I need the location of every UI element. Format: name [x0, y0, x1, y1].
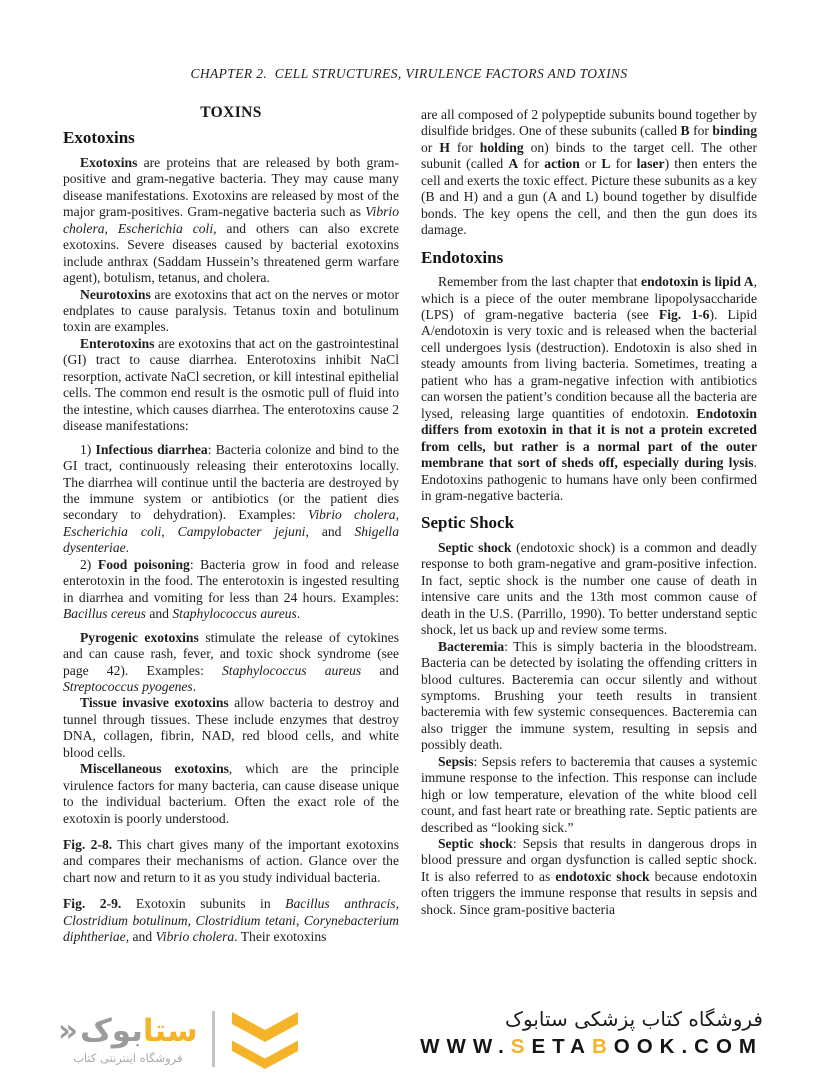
logo-caption: فروشگاه اینترنتی کتاب	[73, 1050, 183, 1065]
left-column	[63, 100, 399, 946]
para-septic-shock: Septic shock (endotoxic shock) is a common and deadly response to both gram-negative and gram-positive infection. In fact, septic shock is the number one cause of death in intensive care units and the 13th most common cause of death in the U.S. (Parrillo, 1990). To better understand septic shock, let us back up and review some terms.	[421, 539, 757, 638]
caption-fig-2-8: Fig. 2-8. This chart gives many of the important exotoxins and compares their mechanisms of action. Glance over the chart now and return to it as you study individual bacteria.	[63, 837, 399, 885]
url-part-ookcom: OOK.COM	[613, 1035, 763, 1058]
url-part-s: S	[510, 1035, 532, 1058]
list-item-infectious-diarrhea: 1) Infectious diarrhea: Bacteria colonize and bind to the GI tract, continuously releasing their enterotoxins locally. The diarrhea will continue until the bacteria are destroyed by the immune system or antibiotics (or the patient dies secondary to dehydration). Examples: Vibrio cholera, Escherichia coli, Campylobacter jejuni, and Shigella dysenteriae.	[63, 441, 399, 556]
logo-wordmark-gray: بوک	[80, 1012, 143, 1049]
chapter-header: CHAPTER 2. CELL STRUCTURES, VIRULENCE FACTORS AND TOXINS	[190, 66, 628, 81]
logo-text-stack	[58, 1014, 198, 1065]
logo-wordmark-gold: ستا	[142, 1012, 198, 1049]
logo-divider	[212, 1011, 215, 1067]
logo-arrow-icon: «	[58, 1012, 79, 1049]
logo-wordmark	[58, 1014, 198, 1048]
site-url	[420, 1035, 763, 1059]
url-part-b: B	[591, 1035, 614, 1058]
footer-site-info	[420, 1007, 763, 1059]
para-endotoxin-lipid-a: Remember from the last chapter that endotoxin is lipid A, which is a piece of the outer membrane lipopolysaccharide (LPS) of gram-negative bacteria (see Fig. 1-6). Lipid A/endotoxin is very toxic and is released when the bacterial cell undergoes lysis (destruction). Endotoxin is also shed in steady amounts from living bacteria. Sometimes, treating a patient who has a gram-negative infection with antibiotics can worsen the patient’s condition because all the bacteria are lysed, releasing large quantities of endotoxin. Endotoxin differs from exotoxin in that it is not a protein excreted from cells, but rather is a normal part of the outer membrane that sort of sheds off, especially during lysis. Endotoxins pathogenic to humans have only been confirmed in gram-negative bacteria.	[421, 274, 757, 503]
heading-endotoxins: Endotoxins	[421, 247, 504, 267]
para-pyrogenic-exotoxins: Pyrogenic exotoxins stimulate the release of cytokines and can cause rash, fever, and toxic shock syndrome (see page 42). Examples: Staphylococcus aureus and Streptococcus pyogenes.	[63, 629, 399, 694]
setabook-chevron-emblem-icon	[227, 1009, 303, 1069]
para-septic-shock-definition: Septic shock: Sepsis that results in dangerous drops in blood pressure and organ dysfunction is called septic shock. It is also referred to as endotoxic shock because endotoxin often triggers the immune response that results in sepsis and shock. Since gram-positive bacteria	[421, 836, 758, 917]
para-neurotoxins: Neurotoxins are exotoxins that act on the nerves or motor endplates to cause paralysis. Tetanus toxin and botulinum toxin are examples.	[63, 286, 399, 335]
url-part-eta: ETA	[531, 1035, 592, 1058]
para-exotoxins: Exotoxins are proteins that are released by both gram-positive and gram-negative bacteria. They may cause many disease manifestations. Exotoxins are released by most of the major gram-positives. Gram-negative bacteria such as Vibrio cholera, Escherichia coli, and others can also excrete exotoxins. Severe diseases caused by bacterial exotoxins include anthrax (Saddam Hussein’s threatened germ warfare agent), botulism, tetanus, and cholera.	[63, 154, 399, 286]
heading-septic-shock: Septic Shock	[421, 513, 515, 533]
right-column	[421, 100, 757, 946]
footer-watermark	[0, 1005, 818, 1080]
para-sepsis: Sepsis: Sepsis refers to bacteremia that causes a systemic immune response to the infection. This response can include high or low temperature, elevation of the white blood cell count, and fast heart rate or breathing rate. Septic patients are described as “looking sick.”	[421, 753, 757, 835]
para-enterotoxins: Enterotoxins are exotoxins that act on the gastrointestinal (GI) tract to cause diarrhea. Enterotoxins inhibit NaCl resorption, activate NaCl secretion, or kill intestinal epithelial cells. The common end result is the osmotic pull of fluid into the intestine, which causes diarrhea. The enterotoxins cause 2 disease manifestations:	[63, 335, 399, 434]
para-miscellaneous-exotoxins: Miscellaneous exotoxins, which are the principle virulence factors for many bacteria, can cause disease unique to the individual bacterium. Often the exact role of the exotoxin is poorly understood.	[63, 761, 399, 826]
para-tissue-invasive-exotoxins: Tissue invasive exotoxins allow bacteria to destroy and tunnel through tissues. These include enzymes that destroy DNA, collagen, fibrin, NAD, red blood cells, and white blood cells.	[63, 695, 399, 760]
setabook-logo	[58, 1009, 303, 1069]
url-part-www: WWW.	[420, 1035, 511, 1058]
caption-fig-2-9: Fig. 2-9. Exotoxin subunits in Bacillus anthracis, Clostridium botulinum, Clostridium tetani, Corynebacterium diphtheriae, and Vibrio cholera. Their exotoxins	[63, 896, 399, 945]
heading-exotoxins: Exotoxins	[63, 128, 135, 148]
section-title-toxins: TOXINS	[200, 104, 262, 121]
list-item-food-poisoning: 2) Food poisoning: Bacteria grow in food and release enterotoxin in the food. The enterotoxin is ingested resulting in diarrhea and vomiting for less than 24 hours. Examples: Bacillus cereus and Staphylococcus aureus.	[63, 556, 399, 622]
store-name-farsi: فروشگاه کتاب پزشکی ستابوک	[505, 1007, 763, 1031]
text-columns	[63, 100, 757, 946]
para-ab-subunits: are all composed of 2 polypeptide subunits bound together by disulfide bridges. One of these subunits (called B for binding or H for holding on) binds to the target cell. The other subunit (called A for action or L for laser) then enters the cell and exerts the toxic effect. Picture these subunits as a key (B and H) and a gun (A and L) bound together by disulfide bonds. The key opens the cell, and then the gun does its damage.	[421, 107, 757, 238]
para-bacteremia: Bacteremia: This is simply bacteria in the bloodstream. Bacteria can be detected by isolating the offending critters in blood cultures. Bacteremia can occur silently and without symptoms. Brushing your teeth results in transient bacteremia with few systemic consequences. Bacteremia can also trigger the immune system, resulting in sepsis and possibly death.	[421, 638, 757, 753]
